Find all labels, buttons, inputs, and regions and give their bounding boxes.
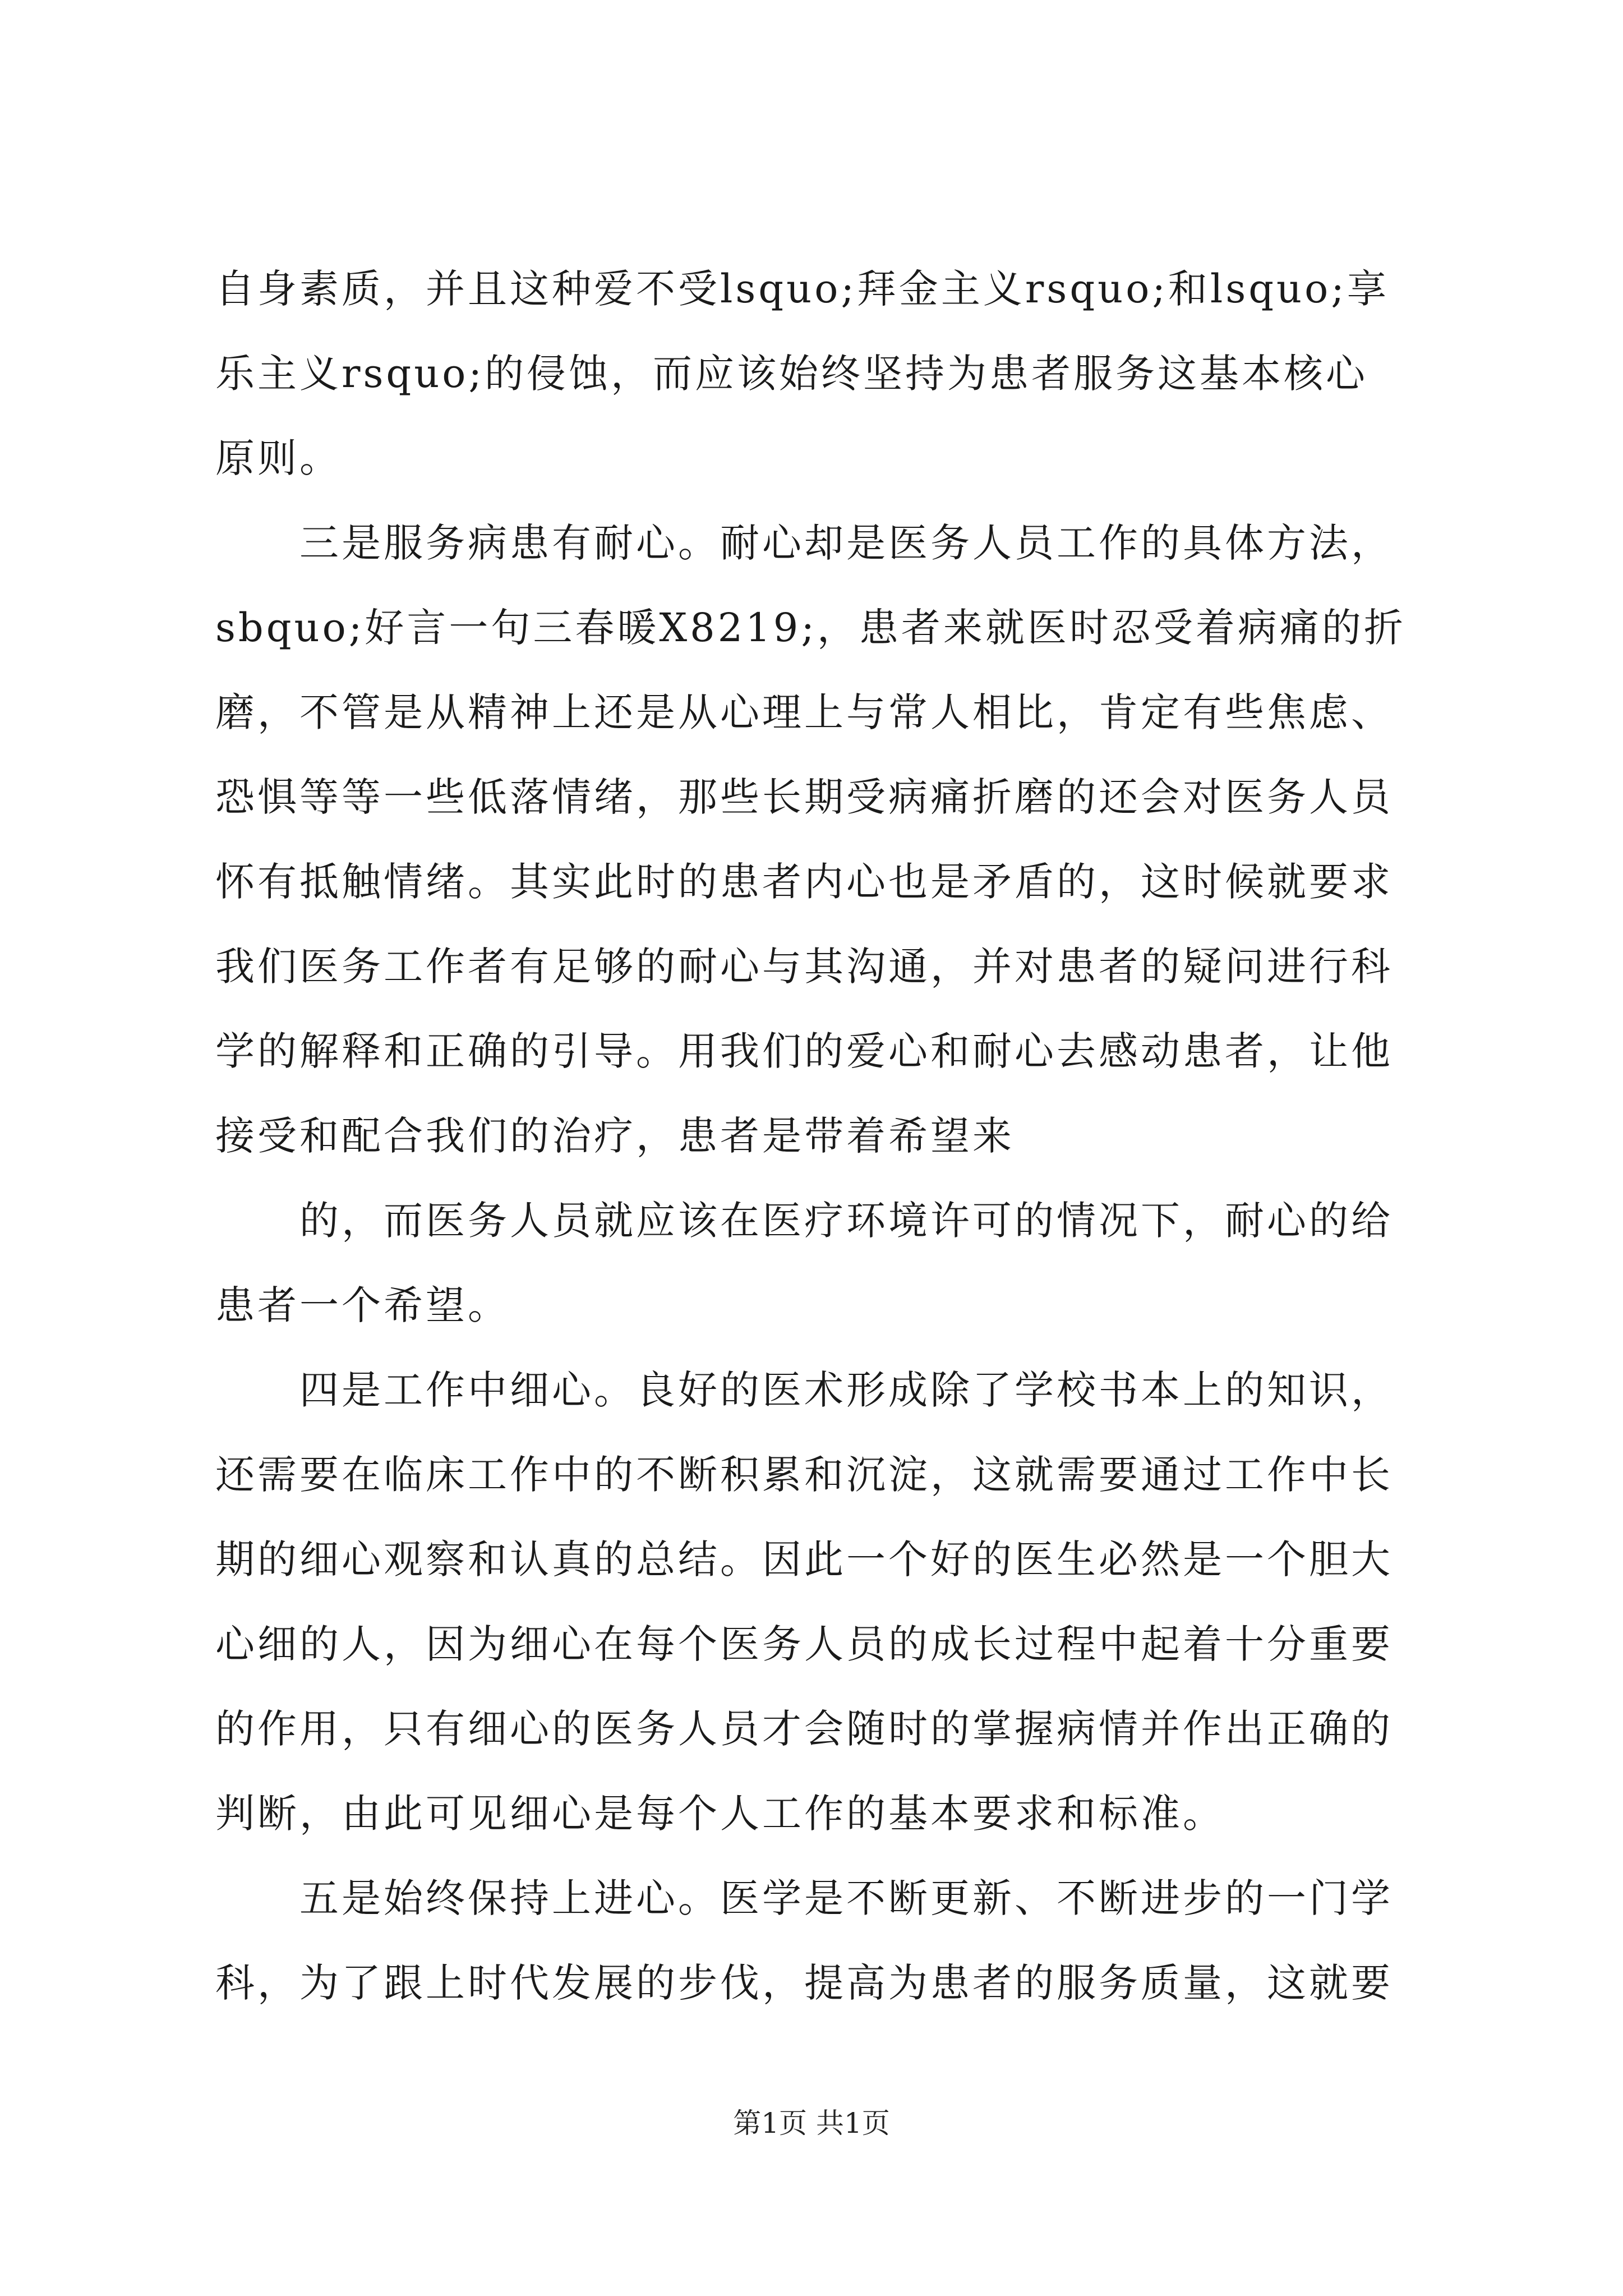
- text-line: 学的解释和正确的引导。用我们的爱心和耐心去感动患者，让他: [215, 1028, 1393, 1074]
- paragraph-start-line: 四是工作中细心。良好的医术形成除了学校书本上的知识，: [299, 1367, 1393, 1413]
- text-line: 恐惧等等一些低落情绪，那些长期受病痛折磨的还会对医务人员: [215, 774, 1393, 820]
- text-line: 乐主义rsquo;的侵蚀，而应该始终坚持为患者服务这基本核心: [215, 351, 1368, 397]
- text-line: 的作用，只有细心的医务人员才会随时的掌握病情并作出正确的: [215, 1706, 1393, 1752]
- text-line: 期的细心观察和认真的总结。因此一个好的医生必然是一个胆大: [215, 1536, 1393, 1582]
- text-line: 心细的人，因为细心在每个医务人员的成长过程中起着十分重要: [215, 1621, 1393, 1667]
- text-line: 自身素质，并且这种爱不受lsquo;拜金主义rsquo;和lsquo;享: [215, 266, 1389, 312]
- text-line: 患者一个希望。: [215, 1282, 510, 1328]
- text-line: 还需要在临床工作中的不断积累和沉淀，这就需要通过工作中长: [215, 1452, 1393, 1498]
- text-line: 科，为了跟上时代发展的步伐，提高为患者的服务质量，这就要: [215, 1960, 1393, 2006]
- text-line: 原则。: [215, 435, 342, 481]
- text-line: sbquo;好言一句三春暖X8219;，患者来就医时忍受着病痛的折: [215, 605, 1406, 651]
- text-line: 磨，不管是从精神上还是从心理上与常人相比，肯定有些焦虑、: [215, 689, 1393, 735]
- text-line: 接受和配合我们的治疗，患者是带着希望来: [215, 1113, 1015, 1159]
- paragraph-start-line: 三是服务病患有耐心。耐心却是医务人员工作的具体方法，: [299, 520, 1393, 566]
- text-line: 怀有抵触情绪。其实此时的患者内心也是矛盾的，这时候就要求: [215, 859, 1393, 905]
- paragraph-start-line: 五是始终保持上进心。医学是不断更新、不断进步的一门学: [299, 1875, 1393, 1921]
- page-footer: 第1页 共1页: [733, 2107, 890, 2139]
- paragraph-start-line: 的，而医务人员就应该在医疗环境许可的情况下，耐心的给: [299, 1198, 1393, 1244]
- text-line: 我们医务工作者有足够的耐心与其沟通，并对患者的疑问进行科: [215, 944, 1393, 990]
- text-line: 判断，由此可见细心是每个人工作的基本要求和标准。: [215, 1791, 1225, 1837]
